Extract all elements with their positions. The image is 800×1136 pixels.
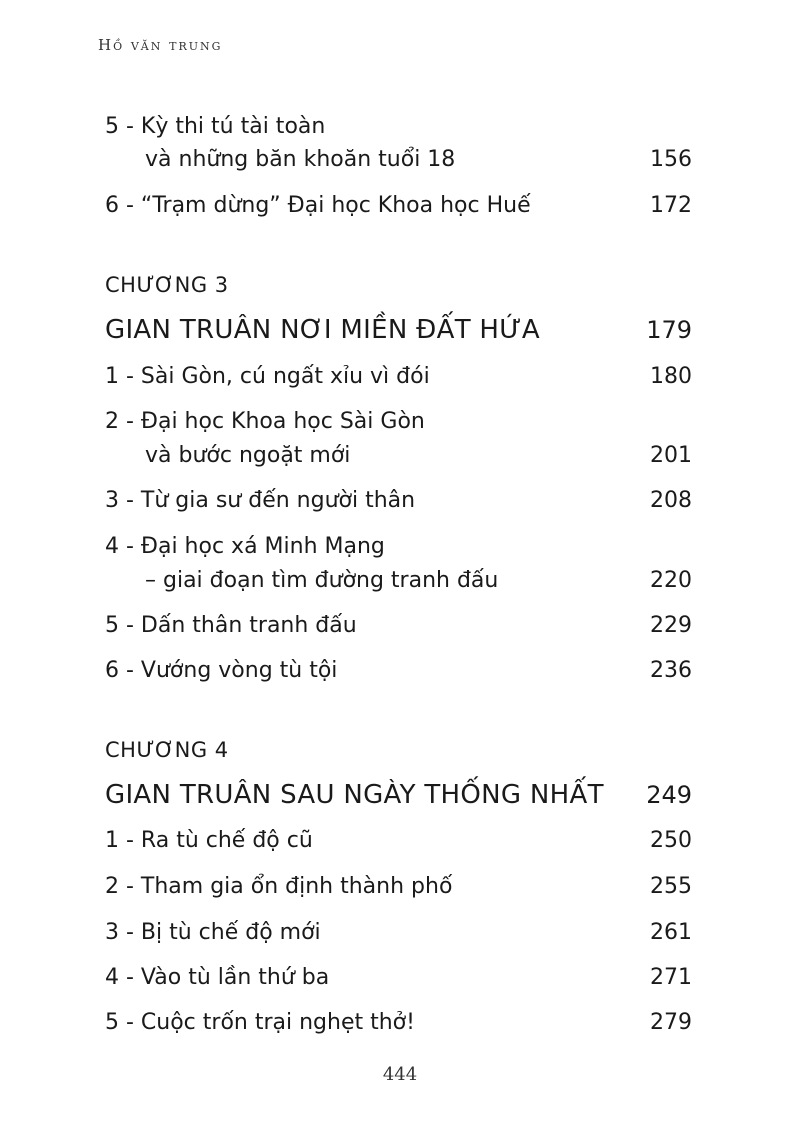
toc-entry-title: 5 - Dấn thân tranh đấu	[105, 613, 357, 638]
toc-page-number: 220	[650, 568, 692, 593]
toc-page-number: 172	[650, 193, 692, 218]
toc-entry-continued	[0, 436, 800, 476]
toc-entry-title: 1 - Sài Gòn, cú ngất xỉu vì đói	[105, 364, 430, 389]
toc-entry	[0, 186, 800, 226]
toc-page-number: 156	[650, 147, 692, 172]
chapter-label-row	[0, 265, 800, 305]
toc-page-number: 236	[650, 658, 692, 683]
toc-page-number: 208	[650, 488, 692, 513]
toc-page-number: 180	[650, 364, 692, 389]
toc-entry-title: 3 - Bị tù chế độ mới	[105, 920, 321, 945]
toc-entry-continued	[0, 561, 800, 601]
chapter-label-row	[0, 730, 800, 770]
toc-entry-title: 5 - Kỳ thi tú tài toàn	[105, 114, 326, 139]
toc-entry-title: 1 - Ra tù chế độ cũ	[105, 828, 313, 853]
toc-page-number: 250	[650, 828, 692, 853]
toc-page-number: 201	[650, 443, 692, 468]
toc-entry	[0, 867, 800, 907]
toc-entry	[0, 481, 800, 521]
chapter-title-row	[0, 310, 800, 350]
toc-entry-title: 2 - Tham gia ổn định thành phố	[105, 874, 453, 899]
toc-entry-title: 2 - Đại học Khoa học Sài Gòn	[105, 409, 425, 434]
toc-entry	[0, 606, 800, 646]
toc-entry	[0, 1003, 800, 1043]
page-number: 444	[382, 1064, 418, 1085]
toc-entry	[0, 651, 800, 691]
chapter-title: GIAN TRUÂN SAU NGÀY THỐNG NHẤT	[105, 780, 604, 810]
toc-entry-title: 3 - Từ gia sư đến người thân	[105, 488, 416, 513]
toc-entry-continued	[0, 140, 800, 180]
toc-page-number: 249	[646, 781, 692, 809]
toc-entry	[0, 958, 800, 998]
toc-page-number: 279	[650, 1010, 692, 1035]
toc-entry	[0, 913, 800, 953]
toc-entry-title: 5 - Cuộc trốn trại nghẹt thở!	[105, 1010, 415, 1035]
toc-page-number: 261	[650, 920, 692, 945]
toc-page-number: 229	[650, 613, 692, 638]
toc-entry-title: 4 - Đại học xá Minh Mạng	[105, 534, 385, 559]
chapter-label: CHƯƠNG 4	[105, 738, 229, 762]
toc-entry	[0, 821, 800, 861]
toc-page-number: 255	[650, 874, 692, 899]
chapter-title: GIAN TRUÂN NƠI MIỀN ĐẤT HỨA	[105, 315, 540, 345]
toc-entry	[0, 357, 800, 397]
toc-entry-title-line2: và bước ngoặt mới	[145, 443, 351, 468]
chapter-label: CHƯƠNG 3	[105, 273, 229, 297]
toc-page-number: 179	[646, 316, 692, 344]
toc-page-number: 271	[650, 965, 692, 990]
toc-entry-title-line2: – giai đoạn tìm đường tranh đấu	[145, 568, 499, 593]
toc-entry-title: 6 - Vướng vòng tù tội	[105, 658, 338, 683]
toc-entry-title: 6 - “Trạm dừng” Đại học Khoa học Huế	[105, 193, 531, 218]
chapter-title-row	[0, 775, 800, 815]
toc-entry-title: 4 - Vào tù lần thứ ba	[105, 965, 330, 990]
running-head: Hồ văn trung	[98, 36, 223, 54]
toc-entry-title-line2: và những băn khoăn tuổi 18	[145, 147, 456, 172]
